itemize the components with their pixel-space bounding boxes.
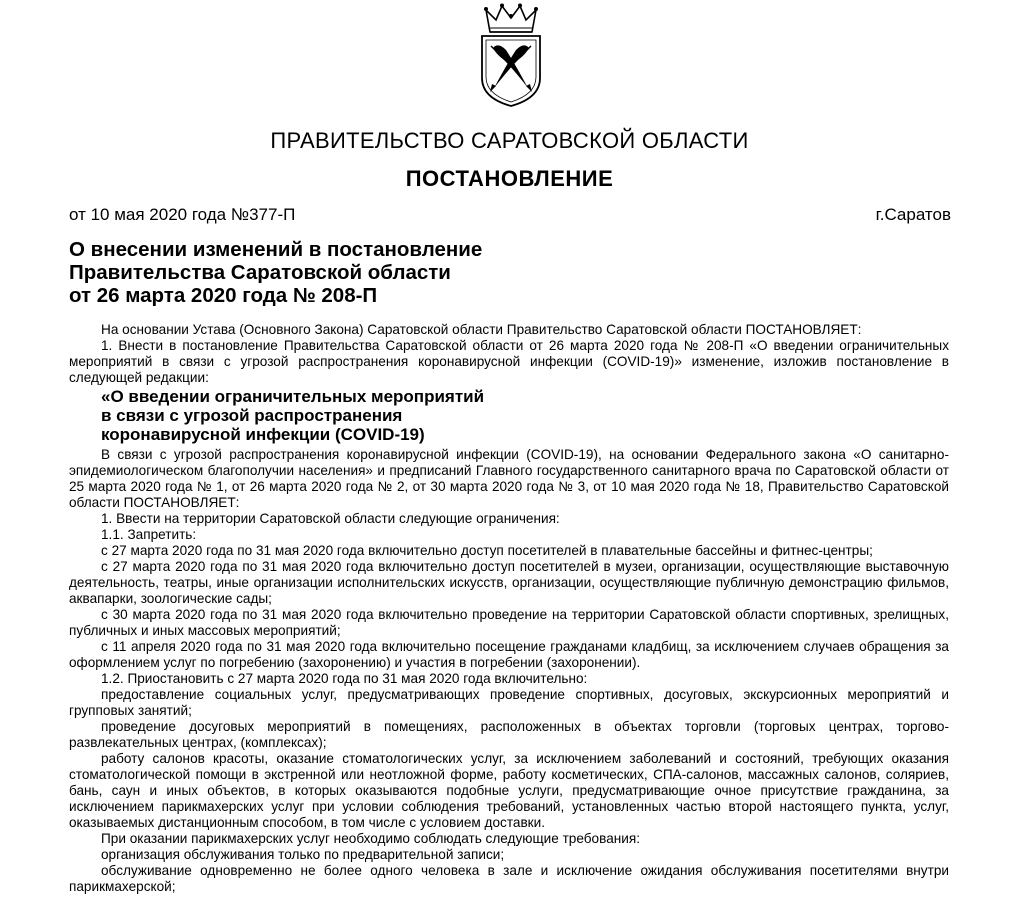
- paragraph-amendment: 1. Внести в постановление Правительства Саратовской области от 26 марта 2020 года № 208-П «О введении ограничительных мероприятий в связи с угрозой распространения коронавирусной инфекции (COVID-19)» изменение, изложив постановление в следующей редакции:: [69, 338, 949, 385]
- paragraph: 1. Ввести на территории Саратовской области следующие ограничения:: [101, 511, 560, 526]
- paragraph-basis: На основании Устава (Основного Закона) Саратовской области Правительство Саратовской области ПОСТАНОВЛЯЕТ:: [101, 322, 862, 337]
- paragraph: с 27 марта 2020 года по 31 мая 2020 года включительно доступ посетителей в плавательные бассейны и фитнес-центры;: [101, 543, 873, 558]
- paragraph: 1.1. Запретить:: [101, 527, 197, 542]
- title-line: от 26 марта 2020 года № 208-П: [69, 284, 378, 307]
- paragraph: с 27 марта 2020 года по 31 мая 2020 года включительно доступ посетителей в музеи, организации, осуществляющие выставочную деятельность, театры, иные организации исполнительских искусств, организации, осуществляющие публичную демонстрацию фильмов, аквапарки, зоологические сады;: [69, 559, 949, 606]
- title-line: Правительства Саратовской области: [69, 261, 451, 284]
- amended-title-line: «О введении ограничительных мероприятий: [101, 387, 485, 406]
- paragraph: проведение досуговых мероприятий в помещениях, расположенных в объектах торговли (торговых центрах, торгово-развлекательных центрах, (комплексах);: [69, 719, 949, 750]
- document-city: г.Саратов: [875, 205, 951, 224]
- saratov-coat-of-arms-icon: [476, 2, 546, 108]
- document-body: [69, 322, 949, 895]
- amended-title: [101, 387, 949, 444]
- paragraph: 1.2. Приостановить с 27 марта 2020 года по 31 мая 2020 года включительно:: [101, 671, 588, 686]
- government-name: ПРАВИТЕЛЬСТВО САРАТОВСКОЙ ОБЛАСТИ: [270, 128, 749, 153]
- paragraph: обслуживание одновременно не более одного человека в зале и исключение ожидания обслуживания посетителями внутри парикмахерской;: [69, 863, 949, 894]
- paragraph: с 30 марта 2020 года по 31 мая 2020 года включительно проведение на территории Саратовской области спортивных, зрелищных, публичных и иных массовых мероприятий;: [69, 607, 949, 638]
- paragraph: работу салонов красоты, оказание стоматологических услуг, за исключением заболеваний и состояний, требующих оказания стоматологической помощи в экстренной или неотложной форме, работу косметических, СПА-салонов, массажных салонов, соляриев, бань, саун и иных объектов, в которых оказываются подобные услуги, предусматривающие очное присутствие гражданина, за исключением парикмахерских услуг при условии соблюдения требований, установленных частью второй настоящего пункта, услуг, оказываемых дистанционным способом, в том числе с условием доставки.: [69, 751, 949, 830]
- coat-of-arms-emblem: [476, 2, 546, 108]
- document-date-number: от 10 мая 2020 года №377-П: [69, 205, 296, 224]
- amended-title-line: в связи с угрозой распространения: [101, 406, 403, 425]
- document-title: [69, 238, 482, 307]
- paragraph: с 11 апреля 2020 года по 31 мая 2020 года включительно посещение гражданами кладбищ, за исключением случаев обращения за оформлением услуг по погребению (захоронению) и участия в погребении (захоронении).: [69, 639, 949, 670]
- title-line: О внесении изменений в постановление: [69, 238, 483, 261]
- paragraph: организация обслуживания только по предварительной записи;: [101, 847, 505, 862]
- paragraph: предоставление социальных услуг, предусматривающих проведение спортивных, досуговых, экскурсионных мероприятий и групповых занятий;: [69, 687, 949, 718]
- document-type: ПОСТАНОВЛЕНИЕ: [405, 166, 614, 191]
- amended-title-line: коронавирусной инфекции (COVID-19): [101, 425, 425, 444]
- paragraph: При оказании парикмахерских услуг необходимо соблюдать следующие требования:: [101, 831, 640, 846]
- paragraph: В связи с угрозой распространения коронавирусной инфекции (COVID-19), на основании Федерального закона «О санитарно-эпидемиологическом благополучии населения» и предписаний Главного государственного санитарного врача по Саратовской области от 25 марта 2020 года № 1, от 26 марта 2020 года № 2, от 30 марта 2020 года № 3, от 10 мая 2020 года № 18, Правительство Саратовской области ПОСТАНОВЛЯЕТ:: [69, 447, 949, 510]
